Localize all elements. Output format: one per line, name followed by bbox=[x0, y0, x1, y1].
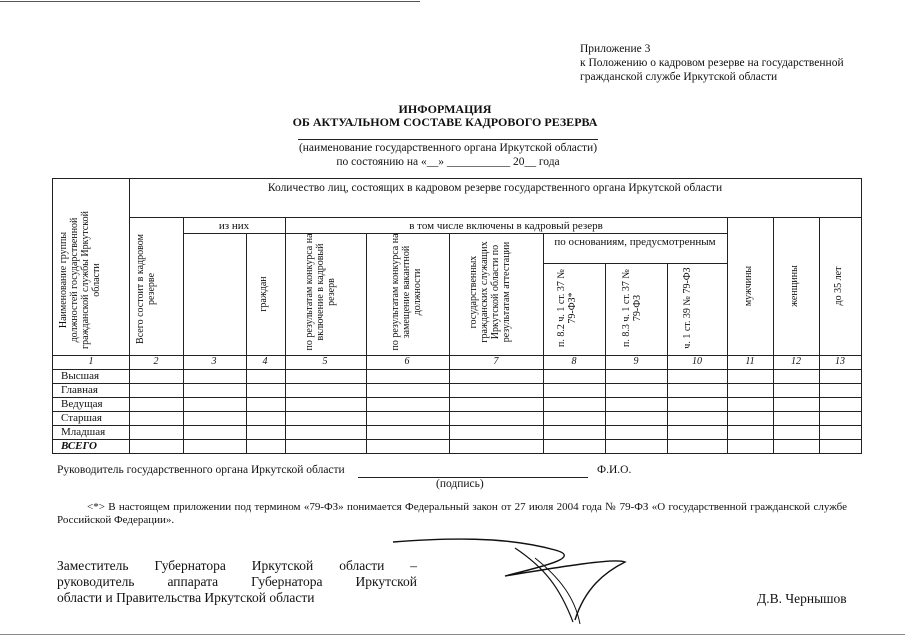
date-line: по состоянию на «__» ___________ 20__ года bbox=[336, 156, 560, 168]
col-divider bbox=[183, 217, 184, 453]
scan-bottom-line bbox=[0, 634, 905, 635]
row-divider bbox=[53, 383, 861, 384]
signature-caption: (подпись) bbox=[436, 478, 484, 490]
deputy-line-2: руководитель аппарата Губернатора Иркутской bbox=[57, 574, 417, 589]
col-number: 7 bbox=[493, 356, 499, 367]
footnote: <*> В настоящем приложении под термином «79-ФЗ» понимается Федеральный закон от 27 июля 2004 года № 79-ФЗ «О государственной гражданской службе Российской Федерации». bbox=[57, 501, 847, 526]
col-divider bbox=[246, 233, 247, 453]
col7-header: государственных гражданских служащих Иркутской области по результатам аттестации bbox=[468, 241, 512, 343]
col-divider bbox=[449, 233, 450, 453]
row-label-starshaya: Старшая bbox=[61, 412, 102, 424]
handwritten-signature bbox=[385, 528, 645, 628]
col-divider bbox=[727, 217, 728, 453]
col8-header: п. 8.2 ч. 1 ст. 37 № 79-ФЗ* bbox=[556, 269, 578, 347]
row-label-total: ВСЕГО bbox=[61, 440, 97, 452]
row-divider bbox=[129, 217, 861, 218]
col-number: 4 bbox=[262, 356, 268, 367]
col-number: 13 bbox=[835, 356, 845, 367]
col-divider bbox=[819, 217, 820, 453]
annex-line-1: Приложение 3 bbox=[580, 43, 651, 55]
iz-nih-header: из них bbox=[218, 220, 250, 232]
fio-label: Ф.И.О. bbox=[597, 464, 632, 476]
col-number: 11 bbox=[745, 356, 755, 367]
col-number: 3 bbox=[211, 356, 217, 367]
col5-header: по результатам конкурса на включение в кадровый резерв bbox=[304, 233, 337, 351]
row-divider bbox=[53, 397, 861, 398]
row-divider bbox=[53, 425, 861, 426]
col-number: 8 bbox=[571, 356, 577, 367]
main-header: Количество лиц, состоящих в кадровом резерве государственного органа Иркутской области bbox=[267, 182, 723, 194]
col-number: 10 bbox=[692, 356, 702, 367]
reserve-table bbox=[52, 178, 862, 454]
deputy-line-1: Заместитель Губернатора Иркутской области – bbox=[57, 558, 417, 573]
org-name-caption: (наименование государственного органа Иркутской области) bbox=[298, 142, 598, 154]
col13-header: до 35 лет bbox=[833, 266, 844, 306]
col-divider bbox=[773, 217, 774, 453]
po-osnovaniyam-header: по основаниям, предусмотренным bbox=[554, 236, 716, 248]
col-number: 1 bbox=[88, 356, 94, 367]
row-divider bbox=[53, 411, 861, 412]
annex-line-3: гражданской службе Иркутской области bbox=[580, 71, 778, 83]
annex-line-2: к Положению о кадровом резерве на государственной bbox=[580, 57, 844, 69]
col-divider bbox=[543, 233, 544, 453]
v-tom-chisle-header: в том числе включены в кадровый резерв bbox=[409, 220, 603, 232]
col4-header: граждан bbox=[258, 276, 269, 312]
deputy-title bbox=[57, 558, 417, 606]
col-divider bbox=[366, 233, 367, 453]
org-name-underline bbox=[298, 139, 598, 140]
scan-top-line bbox=[0, 1, 420, 2]
document-title: ИНФОРМАЦИЯ bbox=[398, 102, 492, 116]
col2-header: Всего состоит в кадровом резерве bbox=[135, 234, 157, 344]
row-label-glavnaya: Главная bbox=[61, 384, 98, 396]
col6-header: по результатам конкурса на замещение вакантной должности bbox=[390, 233, 423, 351]
row-label-vedushchaya: Ведущая bbox=[61, 398, 103, 410]
signer-name: Д.В. Чернышов bbox=[757, 591, 847, 606]
row-label-mladshaya: Младшая bbox=[61, 426, 106, 438]
row-divider bbox=[53, 369, 861, 370]
col-number: 5 bbox=[322, 356, 328, 367]
col11-header: мужчины bbox=[743, 265, 754, 307]
col3-header bbox=[194, 235, 236, 355]
deputy-line-3: области и Правительства Иркутской области bbox=[57, 590, 315, 605]
head-label: Руководитель государственного органа Иркутской области bbox=[57, 464, 345, 476]
col-number: 6 bbox=[404, 356, 410, 367]
col12-header: женщины bbox=[789, 265, 800, 307]
col10-header: ч. 1 ст. 39 № 79-ФЗ bbox=[682, 267, 693, 349]
col-number: 9 bbox=[633, 356, 639, 367]
col-divider bbox=[285, 217, 286, 453]
row-label-vysshaya: Высшая bbox=[61, 370, 100, 382]
col1-header: Наименование группы должностей государственной гражданской службы Иркутской области bbox=[58, 211, 102, 349]
document-subtitle: ОБ АКТУАЛЬНОМ СОСТАВЕ КАДРОВОГО РЕЗЕРВА bbox=[292, 115, 598, 129]
row-divider bbox=[53, 439, 861, 440]
col-number: 2 bbox=[153, 356, 159, 367]
annex-header bbox=[580, 42, 880, 84]
col9-header: п. 8.3 ч. 1 ст. 37 № 79-ФЗ bbox=[621, 269, 643, 347]
col-number: 12 bbox=[791, 356, 801, 367]
